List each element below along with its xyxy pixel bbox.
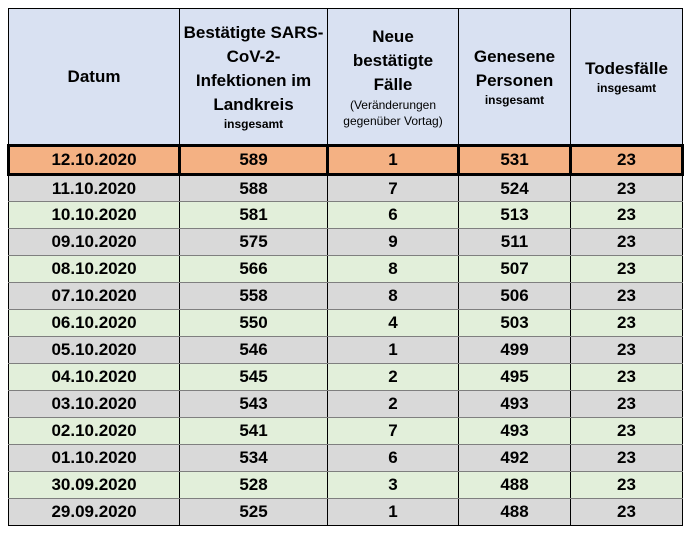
cell-tode: 23 xyxy=(571,256,683,283)
cell-datum: 05.10.2020 xyxy=(9,337,180,364)
cell-genesene: 488 xyxy=(459,472,571,499)
cell-neue: 8 xyxy=(328,283,459,310)
cell-genesene: 524 xyxy=(459,175,571,202)
table-row xyxy=(9,283,683,310)
cell-tode: 23 xyxy=(571,418,683,445)
header-infektionen-line: Infektionen im xyxy=(195,71,312,90)
cell-genesene: 493 xyxy=(459,391,571,418)
cell-neue: 6 xyxy=(328,202,459,229)
header-tode-label: Todesfälle xyxy=(585,59,668,78)
cell-neue: 1 xyxy=(328,337,459,364)
cell-neue: 6 xyxy=(328,445,459,472)
header-infektionen-line: Landkreis xyxy=(213,95,294,114)
cell-tode: 23 xyxy=(571,499,683,526)
cell-tode: 23 xyxy=(571,146,683,175)
header-infektionen-line: CoV-2- xyxy=(226,47,281,66)
table-row xyxy=(9,418,683,445)
header-infektionen-line: Bestätigte SARS- xyxy=(183,23,324,42)
header-neue-sub: gegenüber Vortag) xyxy=(343,113,443,128)
cell-neue: 2 xyxy=(328,391,459,418)
cell-infektionen: 543 xyxy=(180,391,328,418)
cell-genesene: 503 xyxy=(459,310,571,337)
cell-infektionen: 525 xyxy=(180,499,328,526)
cell-genesene: 493 xyxy=(459,418,571,445)
cell-neue: 4 xyxy=(328,310,459,337)
cell-infektionen: 558 xyxy=(180,283,328,310)
cell-tode: 23 xyxy=(571,229,683,256)
covid-statistics-table xyxy=(7,8,684,526)
header-datum-label: Datum xyxy=(67,66,121,86)
cell-infektionen: 528 xyxy=(180,472,328,499)
cell-datum: 10.10.2020 xyxy=(9,202,180,229)
cell-neue: 7 xyxy=(328,175,459,202)
table-row xyxy=(9,202,683,229)
covid-table-container xyxy=(7,8,684,526)
table-row xyxy=(9,445,683,472)
header-neue-line: Neue xyxy=(372,26,414,46)
header-datum xyxy=(9,9,180,146)
cell-neue: 2 xyxy=(328,364,459,391)
cell-infektionen: 534 xyxy=(180,445,328,472)
cell-datum: 02.10.2020 xyxy=(9,418,180,445)
cell-genesene: 531 xyxy=(459,146,571,175)
cell-neue: 8 xyxy=(328,256,459,283)
cell-neue: 1 xyxy=(328,146,459,175)
table-row xyxy=(9,146,683,175)
cell-infektionen: 545 xyxy=(180,364,328,391)
cell-infektionen: 575 xyxy=(180,229,328,256)
cell-datum: 07.10.2020 xyxy=(9,283,180,310)
cell-tode: 23 xyxy=(571,310,683,337)
cell-datum: 12.10.2020 xyxy=(9,146,180,175)
table-row xyxy=(9,310,683,337)
cell-genesene: 499 xyxy=(459,337,571,364)
table-row xyxy=(9,175,683,202)
table-row xyxy=(9,337,683,364)
table-row xyxy=(9,364,683,391)
table-row xyxy=(9,229,683,256)
cell-infektionen: 566 xyxy=(180,256,328,283)
cell-tode: 23 xyxy=(571,337,683,364)
cell-genesene: 511 xyxy=(459,229,571,256)
table-body xyxy=(9,146,683,526)
cell-datum: 03.10.2020 xyxy=(9,391,180,418)
cell-datum: 09.10.2020 xyxy=(9,229,180,256)
header-neue-faelle xyxy=(328,9,459,146)
cell-neue: 3 xyxy=(328,472,459,499)
cell-infektionen: 541 xyxy=(180,418,328,445)
header-genesene-sub: insgesamt xyxy=(484,93,545,107)
cell-neue: 1 xyxy=(328,499,459,526)
cell-neue: 7 xyxy=(328,418,459,445)
cell-genesene: 506 xyxy=(459,283,571,310)
cell-datum: 08.10.2020 xyxy=(9,256,180,283)
header-row xyxy=(9,9,683,146)
cell-tode: 23 xyxy=(571,472,683,499)
header-genesene xyxy=(459,9,571,146)
cell-tode: 23 xyxy=(571,391,683,418)
cell-datum: 01.10.2020 xyxy=(9,445,180,472)
cell-neue: 9 xyxy=(328,229,459,256)
cell-datum: 06.10.2020 xyxy=(9,310,180,337)
cell-infektionen: 581 xyxy=(180,202,328,229)
cell-tode: 23 xyxy=(571,283,683,310)
header-tode-sub: insgesamt xyxy=(596,81,657,95)
header-neue-line: Fälle xyxy=(373,74,413,94)
header-neue-sub: (Veränderungen xyxy=(349,97,437,112)
table-row xyxy=(9,256,683,283)
cell-genesene: 495 xyxy=(459,364,571,391)
cell-tode: 23 xyxy=(571,445,683,472)
cell-infektionen: 588 xyxy=(180,175,328,202)
cell-tode: 23 xyxy=(571,202,683,229)
cell-genesene: 492 xyxy=(459,445,571,472)
cell-infektionen: 550 xyxy=(180,310,328,337)
cell-datum: 30.09.2020 xyxy=(9,472,180,499)
header-todesfaelle xyxy=(571,9,683,146)
cell-infektionen: 589 xyxy=(180,146,328,175)
header-genesene-line: Personen xyxy=(475,71,554,90)
cell-genesene: 488 xyxy=(459,499,571,526)
table-row xyxy=(9,391,683,418)
cell-datum: 04.10.2020 xyxy=(9,364,180,391)
cell-datum: 11.10.2020 xyxy=(9,175,180,202)
table-row xyxy=(9,499,683,526)
cell-genesene: 507 xyxy=(459,256,571,283)
cell-infektionen: 546 xyxy=(180,337,328,364)
header-genesene-line: Genesene xyxy=(473,47,556,66)
header-infektionen xyxy=(180,9,328,146)
header-neue-line: bestätigte xyxy=(352,50,434,70)
cell-tode: 23 xyxy=(571,175,683,202)
table-row xyxy=(9,472,683,499)
cell-tode: 23 xyxy=(571,364,683,391)
cell-genesene: 513 xyxy=(459,202,571,229)
cell-datum: 29.09.2020 xyxy=(9,499,180,526)
header-infektionen-sub: insgesamt xyxy=(223,117,284,131)
